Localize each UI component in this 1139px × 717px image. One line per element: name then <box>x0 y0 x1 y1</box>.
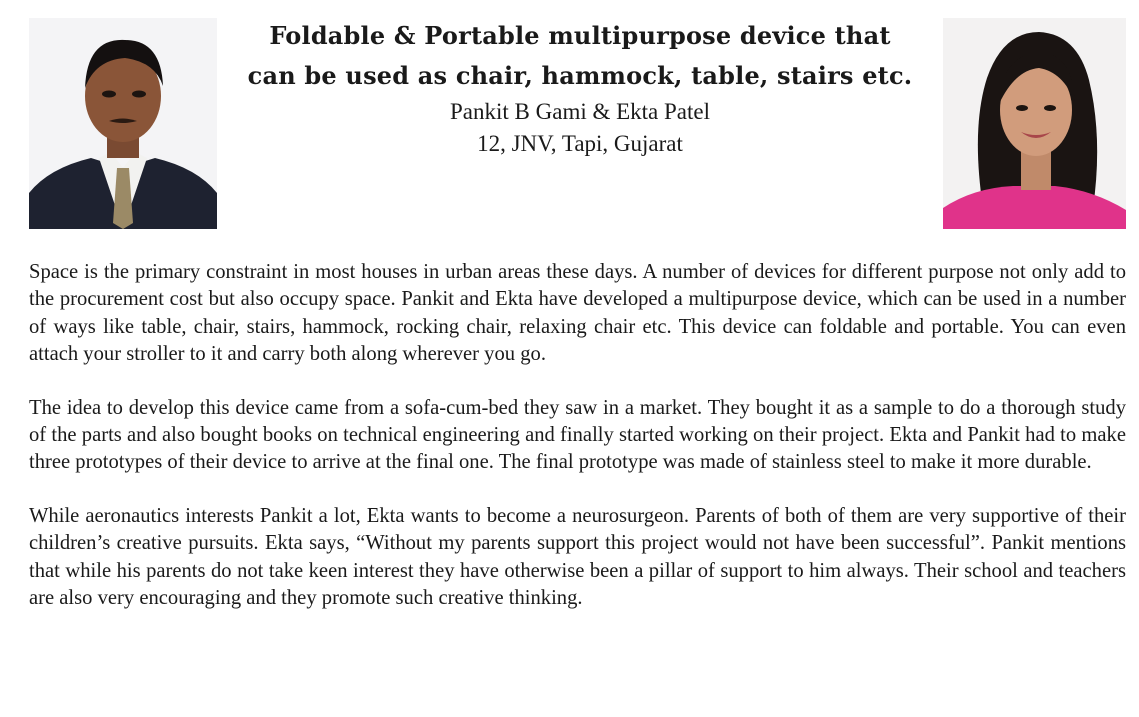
paragraph: Space is the primary constraint in most houses in urban areas these days. A number of devices for different purpose not only add to the procurement cost but also occupy space. Pankit and Ekta have developed a multipurpose device, which can be used in a number of ways like table, chair, stairs, hammock, rocking chair, relaxing chair etc. This device can foldable and portable. You can even attach your stroller to it and carry both along wherever you go. <box>29 261 1126 366</box>
article-title-line-2: can be used as chair, hammock, table, stairs etc. <box>247 61 913 90</box>
author-photo-ekta <box>943 18 1126 229</box>
author-photo-pankit <box>29 18 217 229</box>
article-body <box>29 259 1126 638</box>
photo-man-icon <box>29 18 217 229</box>
author-names: Pankit B Gami & Ekta Patel <box>450 99 710 124</box>
school-affiliation: 12, JNV, Tapi, Gujarat <box>477 131 683 156</box>
paragraph: The idea to develop this device came from a sofa-cum-bed they saw in a market. They bought it as a sample to do a thorough study of the parts and also bought books on technical engineering and finally started working on their project. Ekta and Pankit had to make three prototypes of their device to arrive at the final one. The final prototype was made of stainless steel to make it more durable. <box>29 396 1126 474</box>
photo-woman-icon <box>943 18 1126 229</box>
article-header <box>230 16 930 160</box>
article-title-line-1: Foldable & Portable multipurpose device that <box>269 21 891 50</box>
paragraph: While aeronautics interests Pankit a lot, Ekta wants to become a neurosurgeon. Parents of both of them are very supportive of their children’s creative pursuits. Ekta says, “Without my parents support this project would not have been successful”. Pankit mentions that while his parents do not take keen interest they have otherwise been a pillar of support to him always. Their school and teachers are also very encouraging and they promote such creative thinking. <box>29 504 1126 610</box>
